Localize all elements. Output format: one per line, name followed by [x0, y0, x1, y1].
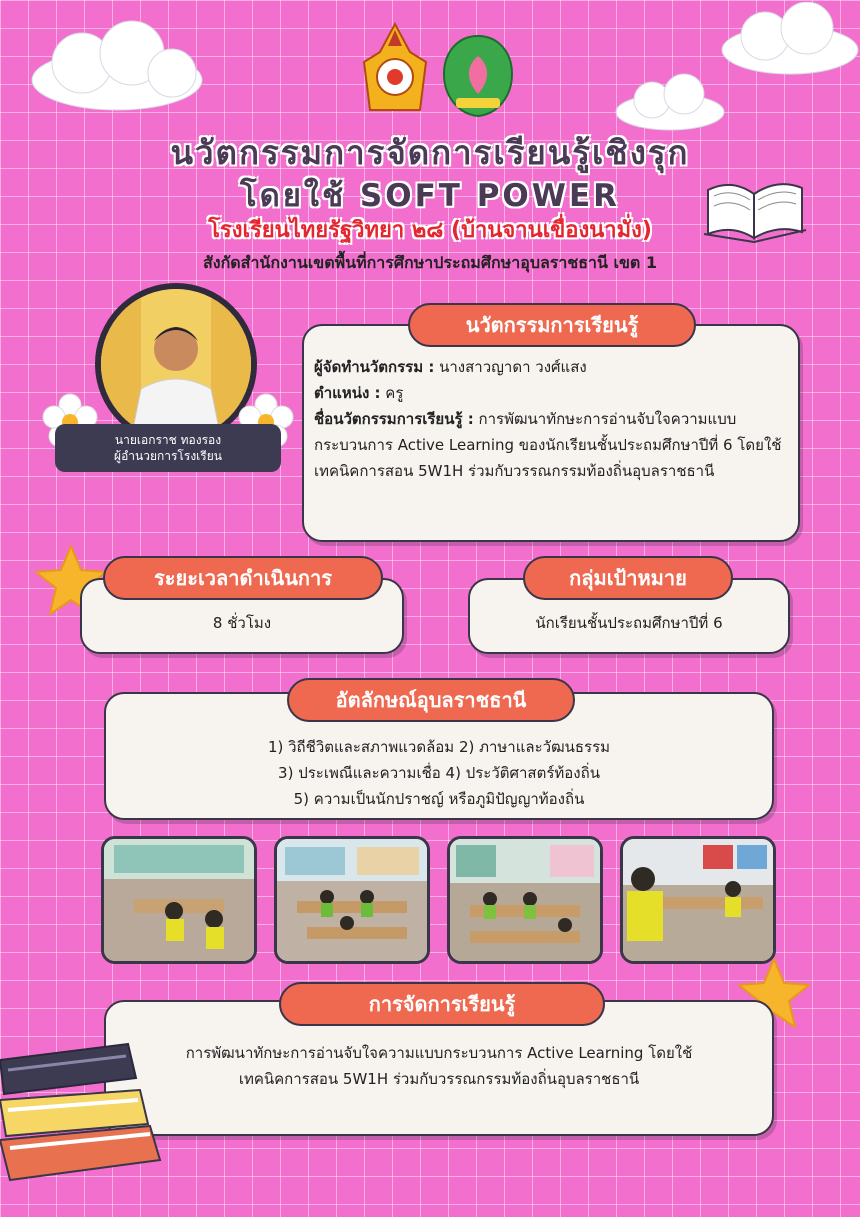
cloud-top-right: [715, 2, 860, 77]
obec-emblem-logo: [360, 22, 430, 114]
director-name: นายเอกราช ทองรอง: [114, 433, 222, 447]
identity-line: 1) วิถีชีวิตและสภาพแวดล้อม 2) ภาษาและวัฒนธรรม: [267, 738, 611, 756]
management-line1: การพัฒนาทักษะการอ่านจับใจความแบบกระบวนการ Active Learning โดยใช้: [185, 1044, 693, 1062]
target-value: นักเรียนชั้นประถมศึกษาปีที่ 6: [535, 614, 723, 632]
position-row: ตำแหน่ง : ครู: [314, 384, 404, 402]
cloud-top-left: [22, 18, 212, 113]
identity-line: 3) ประเพณีและความเชื่อ 4) ประวัติศาสตร์ท้องถิ่น: [278, 764, 600, 782]
school-name: โรงเรียนไทยรัฐวิทยา ๒๘ (บ้านจานเขื่องนามั่ง): [208, 218, 652, 243]
innovation-name-row: ชื่อนวัตกรรมการเรียนรู้ : การพัฒนาทักษะการอ่านจับใจความแบบกระบวนการ Active Learning ของนักเรียนชั้นประถมศึกษาปีที่ 6 โดยใช้เทคนิคการสอน 5W1H ร่วมกับวรรณกรรมท้องถิ่นอุบลราชธานี: [314, 410, 782, 480]
target-heading: กลุ่มเป้าหมาย: [523, 556, 733, 600]
classroom-photo-2: [274, 836, 430, 964]
director-namecard: [55, 424, 281, 472]
author-row: ผู้จัดทำนวัตกรรม : นางสาวญาดา วงศ์แสง: [314, 358, 587, 376]
director-position: ผู้อำนวยการโรงเรียน: [114, 449, 222, 463]
identity-heading: อัตลักษณ์อุบลราชธานี: [287, 678, 575, 722]
book-stack-icon: [0, 1040, 165, 1190]
director-portrait: [95, 283, 257, 445]
affiliation-text: สังกัดสำนักงานเขตพื้นที่การศึกษาประถมศึกษาอุบลราชธานี เขต 1: [203, 253, 657, 272]
management-line2: เทคนิคการสอน 5W1H ร่วมกับวรรณกรรมท้องถิ่นอุบลราชธานี: [238, 1070, 640, 1088]
cloud-mid-right: [612, 72, 727, 132]
identity-line: 5) ความเป็นนักปราชญ์ หรือภูมิปัญญาท้องถิ่น: [293, 790, 585, 808]
classroom-photo-3: [447, 836, 603, 964]
district-emblem-logo: [440, 34, 516, 118]
classroom-photo-4: [620, 836, 776, 964]
duration-value: 8 ชั่วโมง: [212, 614, 272, 632]
classroom-photo-1: [101, 836, 257, 964]
main-title-line2: โดยใช้ SOFT POWER: [239, 178, 621, 214]
main-title-line1: นวัตกรรมการจัดการเรียนรู้เชิงรุก: [170, 133, 690, 172]
management-heading: การจัดการเรียนรู้: [279, 982, 605, 1026]
innovation-heading: นวัตกรรมการเรียนรู้: [408, 303, 696, 347]
innovation-box: [302, 324, 800, 542]
duration-heading: ระยะเวลาดำเนินการ: [103, 556, 383, 600]
